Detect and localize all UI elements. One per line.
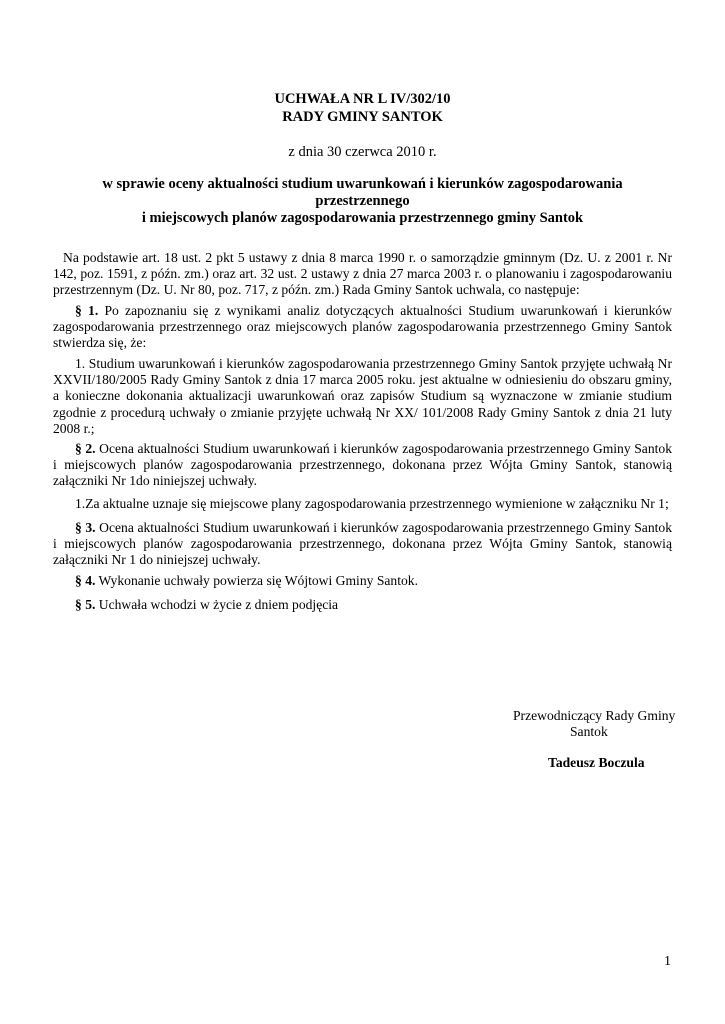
signature-name: Tadeusz Boczula [548, 755, 645, 770]
section-2-point-1: 1.Za aktualne uznaje się miejscowe plany zagospodarowania przestrzennego wymienione w załączniku Nr 1; [75, 496, 669, 511]
section-3 [53, 520, 672, 569]
resolution-date: z dnia 30 czerwca 2010 r. [288, 144, 437, 160]
section-2 [53, 441, 672, 490]
section-4-label: § 4. [75, 573, 96, 588]
preamble: Na podstawie art. 18 ust. 2 pkt 5 ustawy z dnia 8 marca 1990 r. o samorządzie gminnym (Dz. U. z 2001 r. Nr 142, poz. 1591, z późn. zm.) oraz art. 32 ust. 2 ustawy z dnia 27 marca 2003 r. o planowaniu i zagospodarowaniu przestrzennym (Dz. U. Nr 80, poz. 717, z późn. zm.) Rada Gminy Santok uchwala, co następuje: [53, 250, 672, 298]
section-5 [53, 597, 672, 613]
section-3-text: Ocena aktualności Studium uwarunkowań i kierunków zagospodarowania przestrzennego Gminy Santok i miejscowych planów zagospodarowania przestrzennego, dokonana przez Wójta Gminy Santok, stanowią załączniki Nr 1 do niniejszej uchwały. [53, 520, 673, 568]
section-5-text: Uchwała wchodzi w życie z dniem podjęcia [95, 597, 339, 612]
resolution-subject [40, 176, 685, 227]
council-name: RADY GMINY SANTOK [282, 109, 443, 125]
section-1 [53, 303, 672, 352]
signature-role-line-2: Santok [570, 724, 608, 739]
signature-role-line-1: Przewodniczący Rady Gminy [513, 708, 676, 723]
section-5-label: § 5. [75, 597, 96, 612]
page-number: 1 [664, 954, 671, 969]
section-2-text: Ocena aktualności Studium uwarunkowań i kierunków zagospodarowania przestrzennego Gminy Santok i miejscowych planów zagospodarowania przestrzennego, dokonana przez Wójta Gminy Santok, stanowią załączniki Nr 1do niniejszej uchwały. [53, 441, 673, 489]
section-1-point-1: 1. Studium uwarunkowań i kierunków zagospodarowania przestrzennego Gminy Santok przyjęte uchwałą Nr XXVII/180/2005 Rady Gminy Santok z dnia 17 marca 2005 roku. jest aktualne w odniesieniu do obszaru gminy, a konieczne dokonania aktualizacji uwarunkowań oraz zapisów Studium są wyznaczone w zmianie studium zgodnie z procedurą uchwały o zmianie przyjęte uchwałą Nr XX/ 101/2008 Rady Gminy Santok z dnia 21 luty 2008 r.; [53, 356, 672, 436]
section-4 [53, 573, 672, 589]
subject-line-3: i miejscowych planów zagospodarowania przestrzennego gminy Santok [141, 210, 584, 226]
section-2-label: § 2. [75, 441, 96, 456]
section-3-label: § 3. [75, 520, 96, 535]
section-4-text: Wykonanie uchwały powierza się Wójtowi Gminy Santok. [95, 573, 418, 588]
subject-line-1: w sprawie oceny aktualności studium uwarunkowań i kierunków zagospodarowania [102, 176, 623, 192]
resolution-title: UCHWAŁA NR L IV/302/10 [274, 91, 451, 107]
section-1-text: Po zapoznaniu się z wynikami analiz dotyczących aktualności Studium uwarunkowań i kierunków zagospodarowania przestrzennego oraz miejscowych planów zagospodarowania przestrzennego Gminy Santok stwierdza się, że: [53, 303, 673, 351]
section-1-label: § 1. [75, 303, 99, 318]
subject-line-2: przestrzennego [315, 193, 410, 209]
